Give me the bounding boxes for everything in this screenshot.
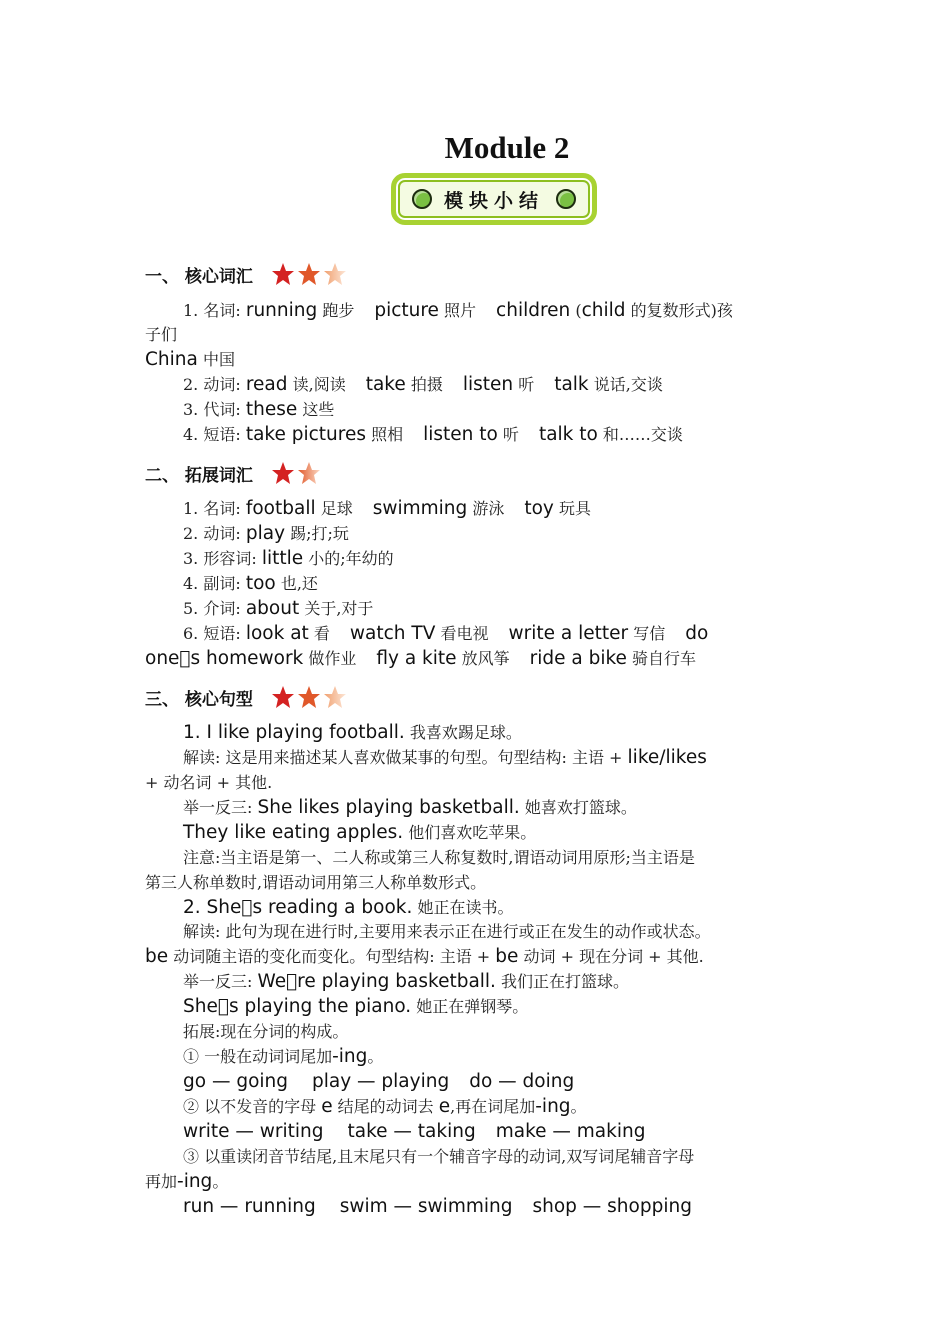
sentence-line: + 动名词 + 其他. [145, 773, 273, 792]
green-dot-icon [412, 189, 432, 209]
rule-line: 再加-ing。 [145, 1171, 229, 1192]
page-title: Module 2 [444, 130, 570, 165]
vocab-line: 1. 名词: football 足球 swimming 游泳 toy 玩具 [183, 498, 591, 519]
star-icon [271, 461, 295, 485]
green-dot-icon [556, 189, 576, 209]
vocab-line: 3. 形容词: little 小的;年幼的 [183, 548, 394, 569]
sentence-line: be 动词随主语的变化而变化。句型结构: 主语 + be 动词 + 现在分词 + 其他. [145, 946, 704, 967]
sentence-line: They like eating apples. 他们喜欢吃苹果。 [183, 822, 537, 843]
section-heading-core-vocab: 一、 核心词汇 [145, 260, 349, 288]
vocab-line: 1. 名词: running 跑步 picture 照片 children (child 的复数形式)孩 [183, 300, 733, 321]
sentence-line: 举一反三: She likes playing basketball. 她喜欢打篮球。 [183, 797, 637, 818]
module-summary-banner [391, 173, 597, 225]
sentence-line: 拓展:现在分词的构成。 [183, 1022, 349, 1041]
star-icon [271, 262, 295, 286]
vocab-line: 2. 动词: play 踢;打;玩 [183, 523, 349, 544]
sentence-line: 第三人称单数时,谓语动词用第三人称单数形式。 [145, 873, 487, 892]
section-heading-extended-vocab: 二、 拓展词汇 [145, 459, 323, 487]
star-icon [271, 685, 295, 709]
sentence-line: 2. She s reading a book. 她正在读书。 [183, 897, 514, 918]
section-heading-core-sentences: 三、 核心句型 [145, 683, 349, 711]
example-line: go — going play — playing do — doing [183, 1071, 575, 1092]
vocab-line: one s homework 做作业 fly a kite 放风筝 ride a bike 骑自行车 [145, 648, 697, 669]
rule-line: ② 以不发音的字母 e 结尾的动词去 e,再在词尾加-ing。 [183, 1096, 587, 1117]
vocab-line: China 中国 [145, 349, 235, 370]
vocab-line: 3. 代词: these 这些 [183, 399, 335, 420]
vocab-line: 2. 动词: read 读,阅读 take 拍摄 listen 听 talk 说话,交谈 [183, 374, 663, 395]
example-line: run — running swim — swimming shop — shopping [183, 1196, 692, 1217]
sentence-line: 解读: 此句为现在进行时,主要用来表示正在进行或正在发生的动作或状态。 [183, 922, 711, 941]
half-star-icon [297, 461, 321, 485]
vocab-line: 4. 短语: take pictures 照相 listen to 听 talk to 和……交谈 [183, 424, 683, 445]
sentence-line: 1. I like playing football. 我喜欢踢足球。 [183, 722, 522, 743]
vocab-line: 子们 [145, 325, 178, 344]
vocab-line: 6. 短语: look at 看 watch TV 看电视 write a letter 写信 do [183, 623, 709, 644]
banner-text: 模块小结 [443, 189, 544, 212]
half-star-icon [323, 685, 347, 709]
rating-stars [271, 685, 349, 709]
example-line: write — writing take — taking make — making [183, 1121, 646, 1142]
vocab-line: 5. 介词: about 关于,对于 [183, 598, 374, 619]
rating-stars [271, 461, 323, 485]
sentence-line: 解读: 这是用来描述某人喜欢做某事的句型。句型结构: 主语 + like/likes [183, 747, 707, 768]
half-star-icon [323, 262, 347, 286]
sentence-line: 举一反三: We re playing basketball. 我们正在打篮球。 [183, 971, 630, 992]
vocab-line: 4. 副词: too 也,还 [183, 573, 318, 594]
rule-line: ① 一般在动词词尾加-ing。 [183, 1046, 384, 1067]
sentence-line: She s playing the piano. 她正在弹钢琴。 [183, 996, 529, 1017]
rule-line: ③ 以重读闭音节结尾,且末尾只有一个辅音字母的动词,双写词尾辅音字母 [183, 1147, 695, 1166]
sentence-line: 注意:当主语是第一、二人称或第三人称复数时,谓语动词用原形;当主语是 [183, 848, 695, 867]
rating-stars [271, 262, 349, 286]
star-icon [297, 685, 321, 709]
star-icon [297, 262, 321, 286]
